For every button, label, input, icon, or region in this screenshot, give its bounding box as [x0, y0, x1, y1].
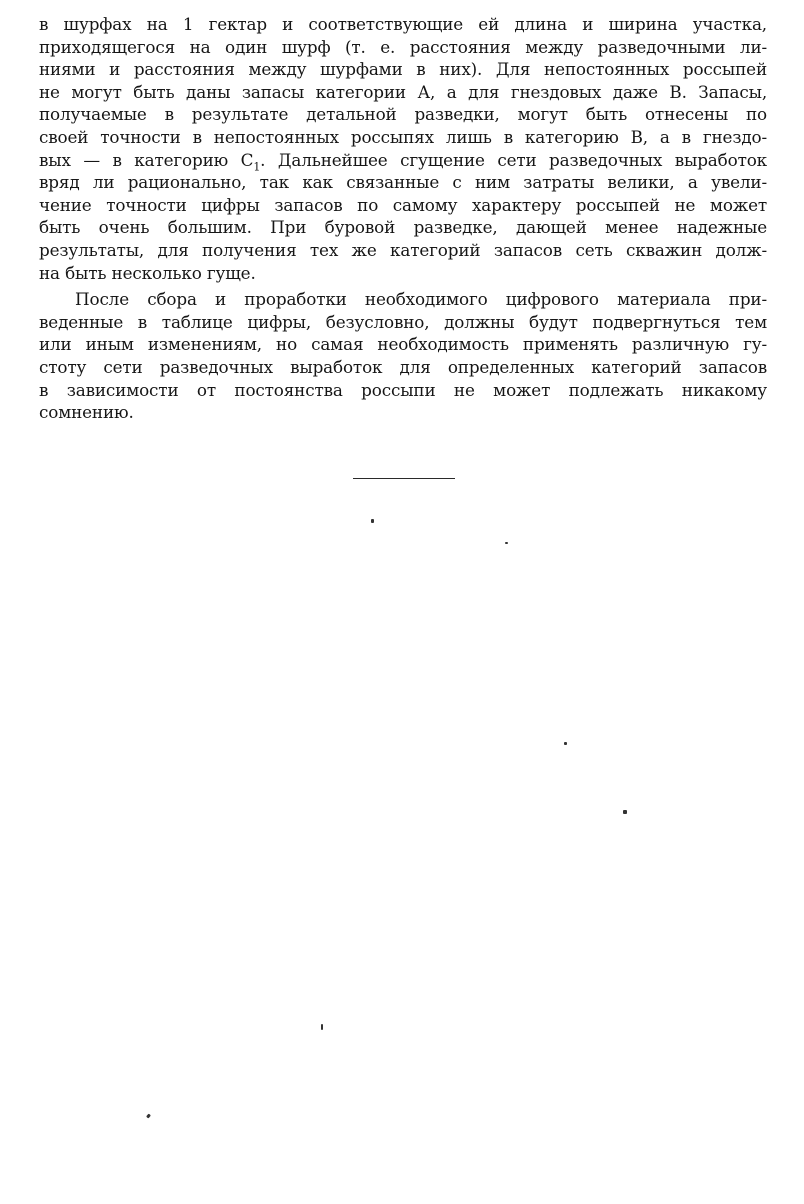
- text-line: стоту сети разведочных выработок для определенных категорий запасов: [39, 356, 767, 377]
- text-line: в шурфах на 1 гектар и соответствующие ей длина и ширина участка,: [39, 14, 767, 34]
- text-line: сомнению.: [39, 402, 134, 423]
- text-line: в зависимости от постоянства россыпи не может подлежать никакому: [39, 379, 767, 400]
- scan-speck: [623, 810, 627, 814]
- text-line: или иным изменениям, но самая необходимость применять различную гу-: [39, 334, 767, 355]
- paragraph-1: [39, 13, 767, 284]
- text-line-with-subscript: [39, 149, 767, 172]
- text-line: быть очень большим. При буровой разведке, дающей менее надежные: [39, 217, 767, 238]
- scan-speck: [321, 1024, 323, 1030]
- text-line: получаемые в результате детальной разведки, могут быть отнесены по: [39, 104, 767, 125]
- text-line: на быть несколько гуще.: [39, 262, 256, 283]
- scan-speck: [505, 542, 508, 544]
- body-text: [39, 13, 767, 424]
- text-line: не могут быть даны запасы категории А, а для гнездовых даже В. Запасы,: [39, 81, 767, 102]
- text-line: вряд ли рационально, так как связанные с ним затраты велики, а увели-: [39, 172, 767, 193]
- text-line: веденные в таблице цифры, безусловно, должны будут подвергнуться тем: [39, 311, 767, 332]
- paragraph-2: [39, 288, 767, 424]
- text-line: результаты, для получения тех же категорий запасов сеть скважин долж-: [39, 239, 767, 260]
- subscript: 1: [253, 159, 261, 172]
- text-line: чение точности цифры запасов по самому характеру россыпей не может: [39, 194, 767, 215]
- text-line: приходящегося на один шурф (т. е. расстояния между разведочными ли-: [39, 36, 767, 57]
- text-segment: . Дальнейшее сгущение сети разведочных выработок: [260, 149, 767, 170]
- section-end-rule: [353, 478, 455, 479]
- text-line: своей точности в непостоянных россыпях лишь в категорию В, а в гнездо-: [39, 126, 767, 147]
- text-line: После сбора и проработки необходимого цифрового материала при-: [75, 289, 767, 310]
- text-segment: вых — в категорию С: [39, 149, 254, 170]
- scan-speck: [146, 1114, 151, 1119]
- scan-speck: [564, 742, 567, 745]
- text-line: ниями и расстояния между шурфами в них). Для непостоянных россыпей: [39, 59, 767, 80]
- scan-speck: [371, 519, 374, 523]
